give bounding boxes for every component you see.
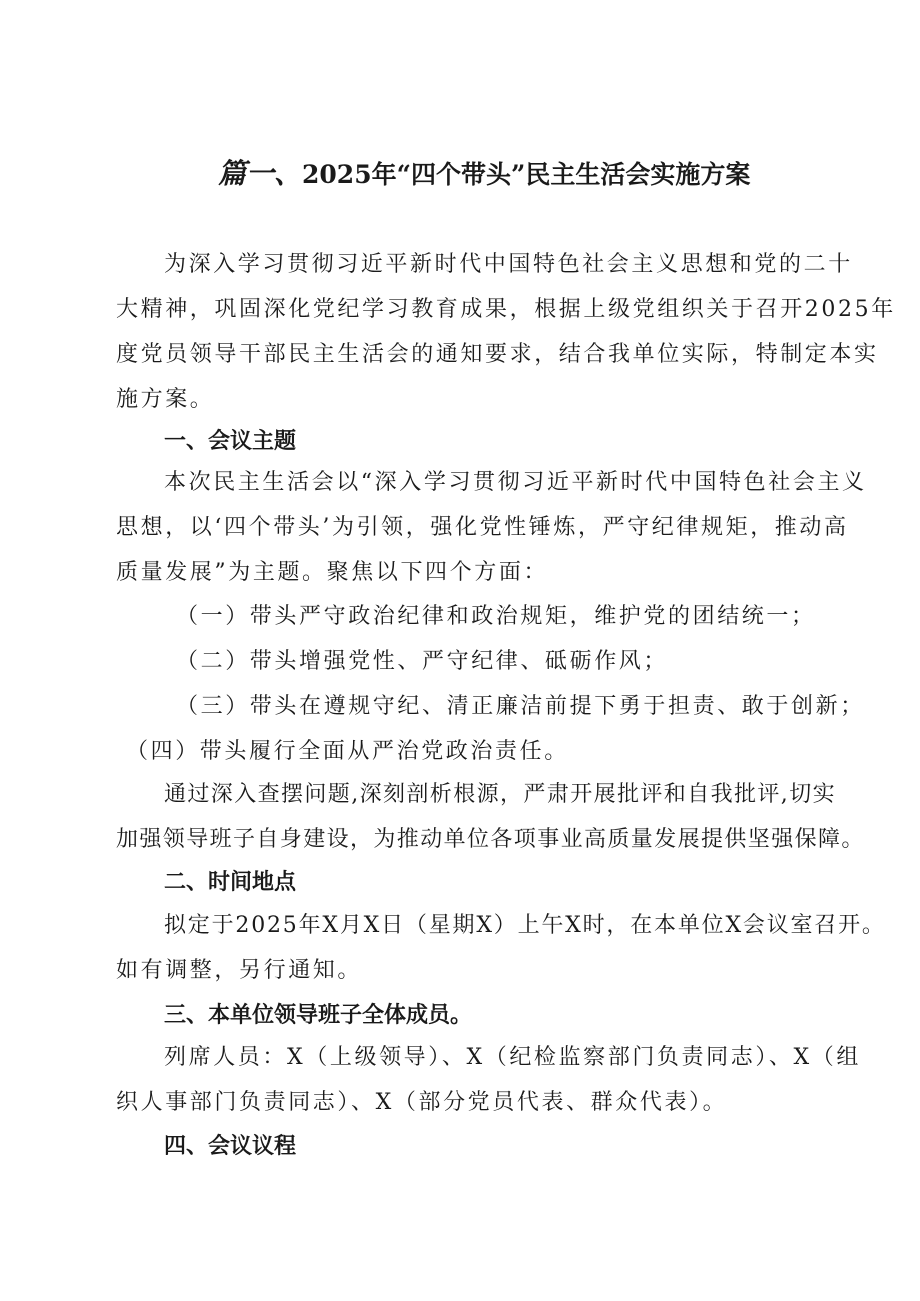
paragraph-line: 思想，以‘四个带头’为引领，强化党性锤炼，严守纪律规矩，推动高 [116,515,849,540]
title-prefix: 篇一、 [218,157,303,190]
intro-line: 大精神，巩固深化党纪学习教育成果，根据上级党组织关于召开2025年 [116,297,896,322]
paragraph-line: 拟定于2025年X月X日（星期X）上午X时，在本单位X会议室召开。 [164,913,886,938]
paragraph-line: 通过深入查摆问题,深刻剖析根源，严肃开展批评和自我批评,切实 [164,782,836,807]
section-heading: 二、时间地点 [164,870,297,895]
intro-line: 为深入学习贯彻习近平新时代中国特色社会主义思想和党的二十 [164,252,853,277]
paragraph-line: 织人事部门负责同志）、X（部分党员代表、群众代表）。 [116,1090,728,1115]
intro-line: 施方案。 [116,387,215,412]
paragraph-line: 本次民主生活会以“深入学习贯彻习近平新时代中国特色社会主义 [164,470,867,495]
title-main: 2025年“四个带头”民主生活会实施方案 [302,160,751,189]
paragraph-line: 加强领导班子自身建设，为推动单位各项事业高质量发展提供坚强保障。 [116,827,865,852]
list-item: （一）带头严守政治纪律和政治规矩，维护党的团结统一； [176,604,816,629]
list-item: （四）带头履行全面从严治党政治责任。 [126,739,569,764]
intro-line: 度党员领导干部民主生活会的通知要求，结合我单位实际，特制定本实 [116,342,879,367]
document-title [218,152,778,192]
list-item: （二）带头增强党性、严守纪律、砥砺作风； [176,649,669,674]
paragraph-line: 如有调整，另行通知。 [116,958,363,983]
section-heading: 三、本单位领导班子全体成员。 [164,1003,473,1028]
list-item: （三）带头在遵规守纪、清正廉洁前提下勇于担责、敢于创新； [176,694,865,719]
section-heading: 四、会议议程 [164,1134,297,1159]
paragraph-line: 列席人员：X（上级领导）、X（纪检监察部门负责同志）、X（组 [164,1045,861,1070]
section-heading: 一、会议主题 [164,429,297,454]
paragraph-line: 质量发展”为主题。聚焦以下四个方面： [116,560,549,585]
